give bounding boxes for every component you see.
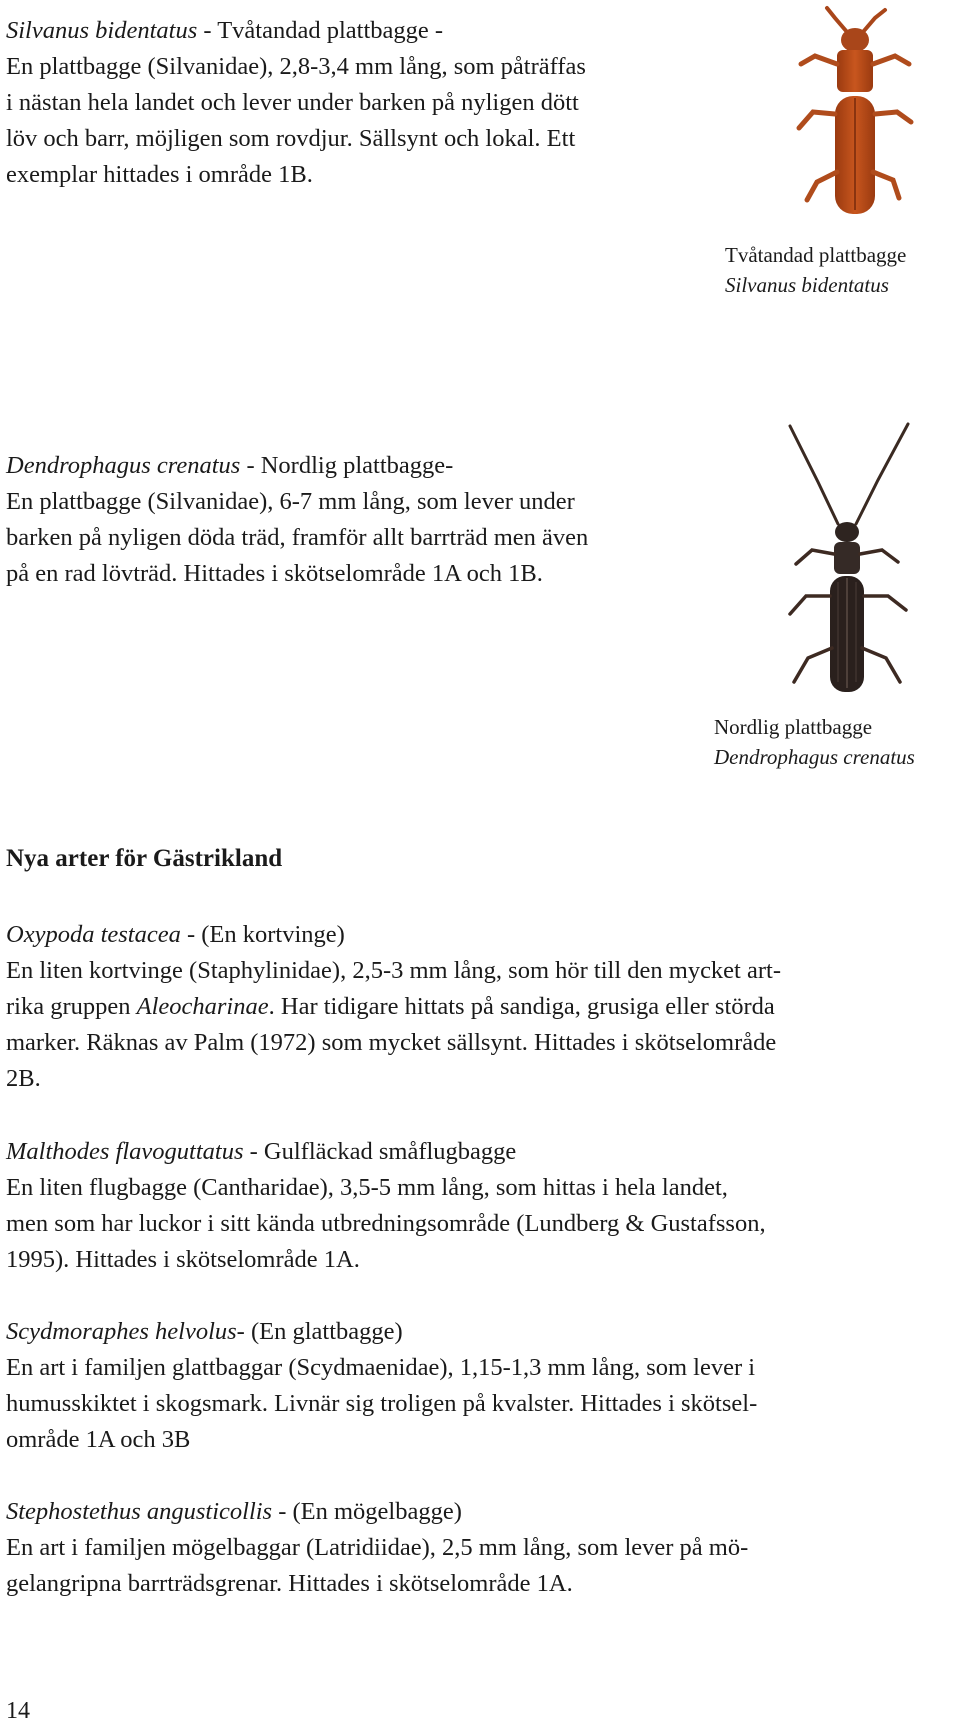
entry-line: En art i familjen mögelbaggar (Latridiidae), 2,5 mm lång, som lever på mö-: [6, 1534, 749, 1561]
common-name: - Tvåtandad plattbagge -: [197, 17, 444, 44]
caption-common-name: Nordlig plattbagge: [714, 715, 873, 739]
common-name: - Gulfläckad småflugbagge: [243, 1138, 517, 1165]
common-name: - (En kortvinge): [180, 921, 345, 948]
entry-title: [6, 1494, 748, 1530]
caption-scientific-name: Silvanus bidentatus: [725, 273, 889, 297]
entry-scydmoraphes: [6, 1314, 757, 1458]
species-name: Scydmoraphes helvolus: [6, 1318, 237, 1345]
entry-line: på en rad lövträd. Hittades i skötselområde 1A och 1B.: [6, 560, 543, 587]
photo-caption-dendrophagus: [714, 712, 915, 772]
entry-line: En plattbagge (Silvanidae), 2,8-3,4 mm lång, som påträffas: [6, 53, 586, 80]
section-heading: Nya arter för Gästrikland: [6, 845, 283, 872]
entry-line: gelangripna barrträdsgrenar. Hittades i skötselområde 1A.: [6, 1570, 573, 1597]
common-name: - (En mögelbagge): [272, 1498, 462, 1525]
beetle-photo-silvanus: [775, 4, 935, 228]
entry-title: [6, 448, 588, 484]
caption-common-name: Tvåtandad plattbagge: [725, 243, 907, 267]
entry-title: [6, 1314, 757, 1350]
entry-dendrophagus: [6, 448, 588, 592]
species-name: Stephostethus angusticollis: [6, 1498, 273, 1525]
entry-line: exemplar hittades i område 1B.: [6, 161, 313, 188]
species-name: Dendrophagus crenatus: [6, 452, 241, 479]
entry-line: En art i familjen glattbaggar (Scydmaenidae), 1,15-1,3 mm lång, som lever i: [6, 1354, 756, 1381]
page-number: 14: [6, 1698, 30, 1724]
entry-title: [6, 1134, 766, 1170]
species-name: Silvanus bidentatus: [6, 17, 198, 44]
entry-line: område 1A och 3B: [6, 1426, 191, 1453]
taxon-name: Aleocharinae: [136, 993, 269, 1020]
entry-malthodes: [6, 1134, 766, 1278]
entry-line: men som har luckor i sitt kända utbredningsområde (Lundberg & Gustafsson,: [6, 1210, 766, 1237]
entry-line: barken på nyligen döda träd, framför allt barrträd men även: [6, 524, 589, 551]
entry-line: löv och barr, möjligen som rovdjur. Sällsynt och lokal. Ett: [6, 125, 576, 152]
entry-line: En plattbagge (Silvanidae), 6-7 mm lång, som lever under: [6, 488, 575, 515]
beetle-photo-dendrophagus: [760, 420, 940, 700]
entry-line: 2B.: [6, 1065, 41, 1092]
entry-text: rika gruppen: [6, 993, 137, 1020]
entry-stephostethus: [6, 1494, 748, 1602]
entry-text: . Har tidigare hittats på sandiga, grusiga eller störda: [268, 993, 775, 1020]
entry-line: [6, 989, 781, 1025]
common-name: - Nordlig plattbagge-: [240, 452, 454, 479]
entry-line: humusskiktet i skogsmark. Livnär sig troligen på kvalster. Hittades i skötsel-: [6, 1390, 758, 1417]
species-name: Oxypoda testacea: [6, 921, 181, 948]
species-name: Malthodes flavoguttatus: [6, 1138, 244, 1165]
entry-line: marker. Räknas av Palm (1972) som mycket sällsynt. Hittades i skötselområde: [6, 1029, 777, 1056]
entry-line: En liten kortvinge (Staphylinidae), 2,5-3 mm lång, som hör till den mycket art-: [6, 957, 781, 984]
entry-line: 1995). Hittades i skötselområde 1A.: [6, 1246, 360, 1273]
photo-caption-silvanus: [725, 240, 906, 300]
entry-title: [6, 917, 781, 953]
entry-line: i nästan hela landet och lever under barken på nyligen dött: [6, 89, 579, 116]
entry-title: [6, 13, 586, 49]
caption-scientific-name: Dendrophagus crenatus: [714, 745, 915, 769]
entry-silvanus: [6, 13, 586, 193]
common-name: - (En glattbagge): [236, 1318, 403, 1345]
entry-oxypoda: [6, 917, 781, 1097]
entry-line: En liten flugbagge (Cantharidae), 3,5-5 mm lång, som hittas i hela landet,: [6, 1174, 728, 1201]
